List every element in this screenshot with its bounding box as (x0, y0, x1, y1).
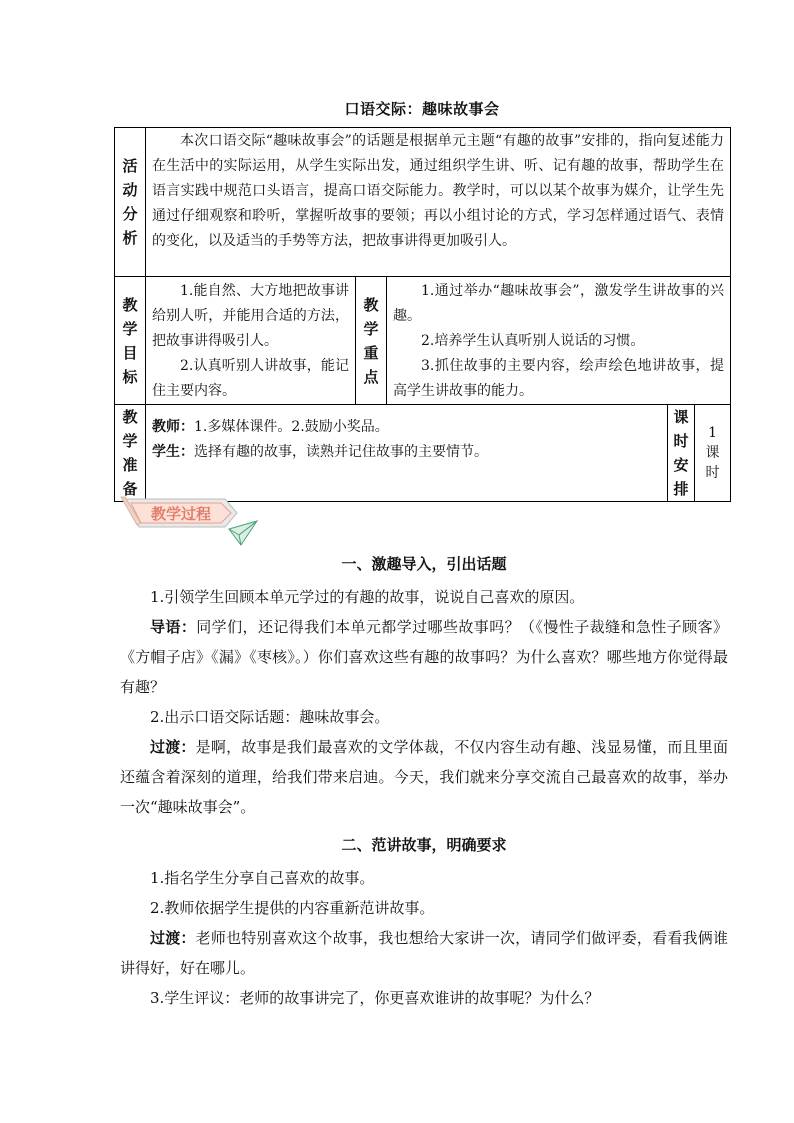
lesson-plan-table (114, 127, 731, 502)
prep-student: 学生：选择有趣的故事，读熟并记住故事的主要情节。 (152, 444, 488, 460)
activity-cell (146, 128, 731, 277)
keypoints-cell (387, 277, 731, 405)
hours-label: 课 时 安 排 (668, 405, 695, 502)
paragraph: 2.出示口语交际话题：趣味故事会。 (150, 708, 390, 726)
prep-teacher: 教师：1.多媒体课件。2.鼓励小奖品。 (152, 419, 389, 435)
paragraph: 导语：同学们，还记得我们本单元都学过哪些故事吗？（《慢性子裁缝和急性子顾客》《方帽子店》《漏》《枣核》。）你们喜欢这些有趣的故事吗？为什么喜欢？哪些地方你觉得最有趣？ (120, 618, 728, 696)
goal-item: 2.认真听别人讲故事，能记住主要内容。 (152, 358, 349, 399)
paper-plane-icon (229, 521, 257, 545)
banner-graphic (117, 495, 259, 549)
goals-row (115, 277, 731, 405)
keypoint-item: 2.培养学生认真听别人说话的习惯。 (421, 333, 645, 349)
keypoint-item: 1.通过举办“趣味故事会”，激发学生讲故事的兴趣。 (393, 283, 725, 324)
section-intro (120, 550, 728, 822)
hours-value: 1 课 时 (695, 405, 731, 502)
goal-item: 1.能自然、大方地把故事讲给别人听，并能用合适的方法，把故事讲得吸引人。 (152, 283, 349, 349)
goals-label: 教 学 目 标 (115, 277, 146, 405)
activity-text: 本次口语交际“趣味故事会”的话题是根据单元主题“有趣的故事”安排的，指向复述能力在生活中的实际运用，从学生实际出发，通过组织学生讲、听、记有趣的故事，帮助学生在语言实践中规范口头语言，提高口语交际能力。教学时，可以以某个故事为媒介，让学生先通过仔细观察和聆听，掌握听故事的要领；再以小组讨论的方式，学习怎样通过语气、表情的变化，以及适当的手势等方法，把故事讲得更加吸引人。 (152, 133, 725, 249)
paragraph: 1.引领学生回顾本单元学过的有趣的故事，说说自己喜欢的原因。 (150, 588, 585, 606)
section-heading: 一、激趣导入，引出话题 (341, 555, 507, 573)
section-heading: 二、范讲故事，明确要求 (341, 836, 507, 854)
prep-row (115, 405, 731, 502)
paragraph: 2.教师依据学生提供的内容重新范讲故事。 (150, 899, 435, 917)
teaching-process-banner (117, 495, 259, 549)
prep-label: 教 学 准 备 (115, 405, 146, 502)
goals-cell (146, 277, 356, 405)
paragraph: 过渡：老师也特别喜欢这个故事，我也想给大家讲一次，请同学们做评委，看看我俩谁讲得好，好在哪儿。 (120, 929, 728, 977)
keypoints-label: 教 学 重 点 (356, 277, 387, 405)
paragraph: 过渡：是啊，故事是我们最喜欢的文学体裁，不仅内容生动有趣、浅显易懂，而且里面还蕴含着深刻的道理，给我们带来启迪。今天，我们就来分享交流自己最喜欢的故事，举办一次“趣味故事会”。 (120, 738, 728, 816)
paragraph: 1.指名学生分享自己喜欢的故事。 (150, 869, 375, 887)
page-title: 口语交际：趣味故事会 (344, 100, 500, 118)
prep-cell (146, 405, 668, 502)
activity-label: 活 动 分 析 (115, 128, 146, 277)
paragraph: 3.学生评议：老师的故事讲完了，你更喜欢谁讲的故事呢？为什么？ (150, 989, 600, 1007)
activity-row (115, 128, 731, 277)
keypoint-item: 3.抓住故事的主要内容，绘声绘色地讲故事，提高学生讲故事的能力。 (393, 358, 725, 399)
banner-text: 教学过程 (150, 505, 212, 523)
section-demo (120, 831, 728, 1013)
